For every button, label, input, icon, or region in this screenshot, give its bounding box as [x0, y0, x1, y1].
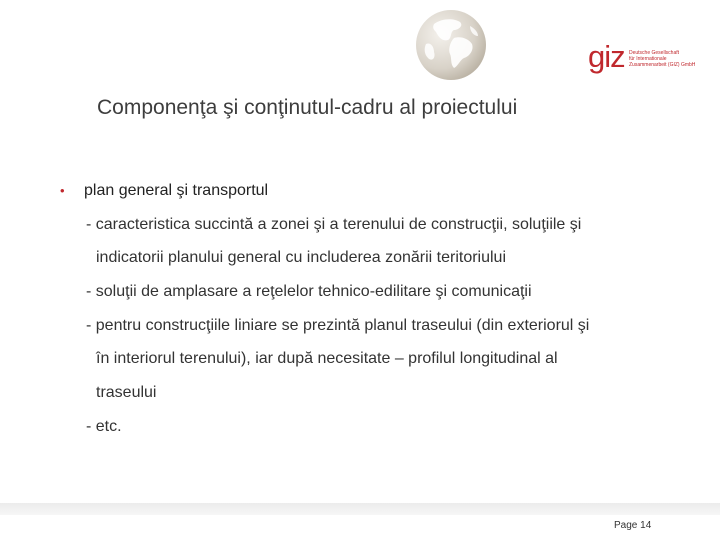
logo-line: für Internationale: [629, 56, 667, 62]
bullet-icon: •: [60, 183, 65, 198]
logo-text: [629, 50, 699, 68]
bullet-item: [60, 182, 268, 200]
logo-line: Deutsche Gesellschaft: [629, 50, 680, 56]
content-line: - caracteristica succintă a zonei şi a terenului de construcţii, soluţiile şi: [86, 216, 582, 233]
logo-line: Zusammenarbeit (GIZ) GmbH: [629, 62, 696, 68]
logo-mark: giz: [588, 39, 625, 74]
content-line: traseului: [96, 384, 157, 401]
content-line: - pentru construcţiile liniare se prezintă planul traseului (din exteriorul şi: [86, 317, 590, 334]
content-line: în interiorul terenului), iar după necesitate – profilul longitudinal al: [96, 350, 558, 367]
giz-logo: [588, 39, 698, 78]
page-number: Page 14: [614, 520, 652, 531]
footer-area: [0, 515, 720, 540]
content-line: indicatorii planului general cu includerea zonării teritoriului: [96, 249, 507, 266]
content-line: - soluţii de amplasare a reţelelor tehnico-edilitare şi comunicaţii: [86, 283, 532, 300]
slide-title: Componenţa şi conţinutul-cadru al proiectului: [97, 96, 518, 119]
content-line: - etc.: [86, 418, 122, 435]
globe-icon: [414, 8, 488, 82]
bullet-label: plan general şi transportul: [84, 182, 269, 199]
